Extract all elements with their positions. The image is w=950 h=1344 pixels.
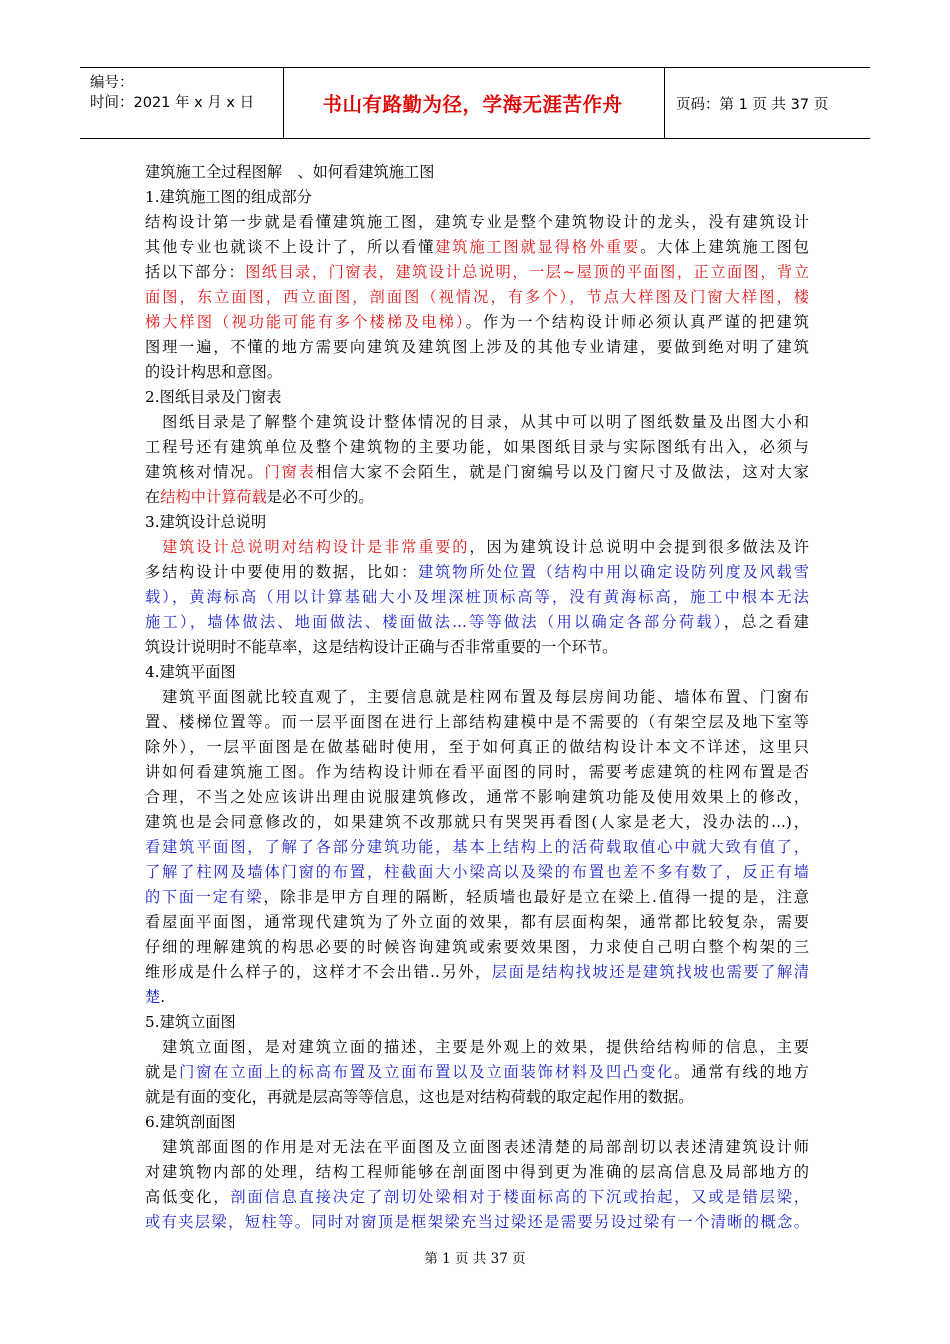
text-run: ，除非是甲方自理的隔断，轻质墙也最好是立在梁上.值得一提的是，注意 xyxy=(263,888,809,906)
text-run: 建筑核对情况。 xyxy=(145,463,265,481)
text-line xyxy=(145,360,809,385)
text-line xyxy=(145,410,809,435)
text-line xyxy=(145,885,809,910)
highlighted-text: 看建筑平面图，了解了各部分建筑功能，基本上结构上的活荷载取值心中就大致有值了， xyxy=(145,838,809,856)
highlighted-text: 结构中计算荷载 xyxy=(160,488,267,506)
text-line xyxy=(145,160,809,185)
highlighted-text: 建筑施工图就显得格外重要 xyxy=(435,238,641,256)
motto: 书山有路勤为径，学海无涯苦作舟 xyxy=(322,93,623,116)
text-line xyxy=(145,660,809,685)
text-line xyxy=(145,760,809,785)
text-line xyxy=(145,785,809,810)
text-run: 看屋面平面图，通常现代建筑为了外立面的效果，都有层面构架，通常都比较复杂，需要 xyxy=(145,913,809,931)
text-line xyxy=(145,560,809,585)
text-run: 2.图纸目录及门窗表 xyxy=(145,388,282,406)
highlighted-text: 载），黄海标高（用以计算基础大小及埋深桩顶标高等，没有黄海标高，施工中根本无法 xyxy=(145,588,809,606)
highlighted-text: 门窗表 xyxy=(264,463,316,481)
highlighted-text: 建筑物所处位置（结构中用以确定设防列度及风载雪 xyxy=(418,563,809,581)
text-run: 仔细的理解建筑的构思必要的时候咨询建筑或索要效果图，力求使自己明白整个构架的三 xyxy=(145,938,809,956)
text-run: 图理一遍，不懂的地方需要向建筑及建筑图上涉及的其他专业请建，要做到绝对明了建筑 xyxy=(145,338,809,356)
text-line xyxy=(145,735,809,760)
text-run: ，总之看建 xyxy=(723,613,810,631)
text-run: 是必不可少的。 xyxy=(266,488,374,506)
page-footer: 第 1 页 共 37 页 xyxy=(424,1251,526,1267)
text-run: ，因为建筑设计总说明中会提到很多做法及许 xyxy=(469,538,809,556)
text-line xyxy=(145,260,809,285)
text-run: 。作为一个结构设计师必须认真严谨的把建筑 xyxy=(465,313,809,331)
text-line xyxy=(145,435,809,460)
text-run: 4.建筑平面图 xyxy=(145,663,236,681)
text-run: 筑设计说明时不能草率，这是结构设计正确与否非常重要的一个环节。 xyxy=(145,638,618,656)
text-run: 工程号还有建筑单位及整个建筑物的主要功能，如果图纸目录与实际图纸有出入，必须与 xyxy=(145,438,809,456)
text-line xyxy=(145,310,809,335)
text-run: 建筑也是会同意修改的，如果建筑不改那就只有哭哭再看图(人家是老大，没办法的...)， xyxy=(145,813,809,831)
text-run: 。通常有线的地方 xyxy=(674,1063,809,1081)
text-run: 6.建筑剖面图 xyxy=(145,1113,236,1131)
text-run: 维形成是什么样子的，这样才不会出错..另外， xyxy=(145,963,492,981)
highlighted-text: 楚 xyxy=(145,988,161,1006)
text-run: 括以下部分： xyxy=(145,263,246,281)
highlighted-text: 施工），墙体做法、地面做法、楼面做法...等等做法（用以确定各部分荷载） xyxy=(145,613,724,631)
text-run: 置、楼梯位置等。而一层平面图在进行上部结构建模中是不需要的（有架空层及地下室等 xyxy=(145,713,809,731)
text-run: 就是 xyxy=(145,1063,180,1081)
text-line xyxy=(145,385,809,410)
text-line xyxy=(145,235,809,260)
text-line xyxy=(145,960,809,985)
text-line xyxy=(145,935,809,960)
text-run: 建筑部面图的作用是对无法在平面图及立面图表述清楚的局部剖切以表述清建筑设计师 xyxy=(145,1138,809,1156)
time-label: 时间：2021 年 x 月 x 日 xyxy=(90,95,255,111)
text-line xyxy=(145,810,809,835)
text-run: 除外），一层平面图是在做基础时使用，至于如何真正的做结构设计本文不详述，这里只 xyxy=(145,738,809,756)
text-run: 高低变化， xyxy=(145,1188,231,1206)
text-run: 图纸目录是了解整个建筑设计整体情况的目录，从其中可以明了图纸数量及出图大小和 xyxy=(145,413,809,431)
text-run: 建筑施工全过程图解 、如何看建筑施工图 xyxy=(145,163,435,181)
text-run: 。大体上建筑施工图包 xyxy=(640,238,809,256)
text-line xyxy=(145,1085,809,1110)
text-line xyxy=(145,335,809,360)
highlighted-text: 门窗在立面上的标高布置及立面布置以及立面装饰材料及凹凸变化 xyxy=(179,1063,675,1081)
text-run: 在 xyxy=(145,488,161,506)
text-run: 的设计构思和意图。 xyxy=(145,363,283,381)
page-info: 页码：第 1 页 共 37 页 xyxy=(676,96,829,113)
text-line xyxy=(145,1135,809,1160)
text-line xyxy=(145,1210,809,1235)
text-line xyxy=(145,610,809,635)
highlighted-text: 了解了柱网及墙体门窗的布置，柱截面大小梁高以及梁的布置也差不多有数了，反正有墙 xyxy=(145,863,809,881)
text-line xyxy=(145,485,809,510)
text-line xyxy=(145,635,809,660)
text-run: 1.建筑施工图的组成部分 xyxy=(145,188,312,206)
text-run: 5.建筑立面图 xyxy=(145,1013,236,1031)
text-run: 就是有面的变化，再就是层高等等信息，这也是对结构荷载的取定起作用的数据。 xyxy=(145,1088,694,1106)
text-run: 建筑立面图，是对建筑立面的描述，主要是外观上的效果，提供给结构师的信息，主要 xyxy=(145,1038,809,1056)
text-line xyxy=(145,1035,809,1060)
text-line xyxy=(145,985,809,1010)
text-line xyxy=(145,1160,809,1185)
text-run: 多结构设计中要使用的数据，比如： xyxy=(145,563,419,581)
header-table xyxy=(80,67,870,139)
text-line xyxy=(145,1010,809,1035)
text-line xyxy=(145,860,809,885)
text-run xyxy=(145,538,162,556)
highlighted-text: 的下面一定有梁 xyxy=(145,888,264,906)
highlighted-text: 建筑设计总说明对结构设计是非常重要的 xyxy=(162,538,470,556)
highlighted-text: 或有夹层梁，短柱等。同时对窗顶是框架梁充当过梁还是需要另设过梁有一个清晰的概念。 xyxy=(145,1213,809,1231)
text-line xyxy=(145,910,809,935)
text-line xyxy=(145,535,809,560)
text-line xyxy=(145,1185,809,1210)
text-line xyxy=(145,285,809,310)
text-line xyxy=(145,460,809,485)
text-run: 建筑平面图就比较直观了，主要信息就是柱网布置及每层房间功能、墙体布置、门窗布 xyxy=(145,688,809,706)
document-body xyxy=(145,160,809,1235)
text-line xyxy=(145,1060,809,1085)
text-run: 讲如何看建筑施工图。作为结构设计师在看平面图的同时，需要考虑建筑的柱网布置是否 xyxy=(145,763,809,781)
text-line xyxy=(145,585,809,610)
header-left-cell xyxy=(90,73,254,113)
text-line xyxy=(145,510,809,535)
highlighted-text: 图纸目录，门窗表，建筑设计总说明，一层~屋顶的平面图，正立面图，背立 xyxy=(245,263,809,281)
highlighted-text: 层面是结构找坡还是建筑找坡也需要了解清 xyxy=(491,963,809,981)
text-line xyxy=(145,685,809,710)
text-line xyxy=(145,185,809,210)
text-run: . xyxy=(160,988,166,1006)
text-line xyxy=(145,1110,809,1135)
text-run: 合理，不当之处应该讲出理由说服建筑修改，通常不影响建筑功能及使用效果上的修改， xyxy=(145,788,809,806)
text-run: 相信大家不会陌生，就是门窗编号以及门窗尺寸及做法，这对大家 xyxy=(315,463,809,481)
text-run: 结构设计第一步就是看懂建筑施工图，建筑专业是整个建筑物设计的龙头，没有建筑设计 xyxy=(145,213,809,231)
text-run: 对建筑物内部的处理，结构工程师能够在剖面图中得到更为准确的层高信息及局部地方的 xyxy=(145,1163,809,1181)
text-run: 3.建筑设计总说明 xyxy=(145,513,267,531)
number-label: 编号： xyxy=(90,75,134,91)
text-line xyxy=(145,835,809,860)
text-run: 其他专业也就谈不上设计了，所以看懂 xyxy=(145,238,436,256)
highlighted-text: 剖面信息直接决定了剖切处梁相对于楼面标高的下沉或抬起，又或是错层梁， xyxy=(230,1188,810,1206)
text-line xyxy=(145,210,809,235)
text-line xyxy=(145,710,809,735)
highlighted-text: 梯大样图（视功能可能有多个楼梯及电梯） xyxy=(145,313,466,331)
highlighted-text: 面图，东立面图，西立面图，剖面图（视情况，有多个），节点大样图及门窗大样图，楼 xyxy=(145,288,809,306)
